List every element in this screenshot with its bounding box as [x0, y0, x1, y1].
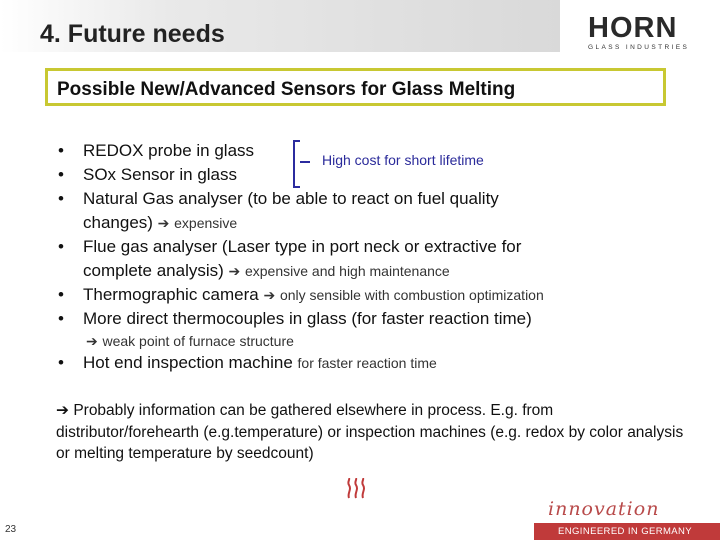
- bullet-sox: SOx Sensor in glass: [83, 165, 238, 184]
- bullet-dot: •: [58, 165, 64, 184]
- flame-icon: [346, 478, 370, 500]
- bracket-note: High cost for short lifetime: [322, 152, 484, 168]
- subtitle-box: [45, 68, 666, 106]
- bullet-dot: •: [58, 285, 64, 304]
- bullet-dot: •: [58, 353, 64, 372]
- subtitle: Possible New/Advanced Sensors for Glass Melting: [57, 79, 516, 100]
- bullet-flue-gas: Flue gas analyser (Laser type in port neck or extractive for: [83, 237, 522, 256]
- bullet-note: only sensible with combustion optimization: [279, 287, 544, 303]
- bullet-continuation: changes): [83, 213, 153, 232]
- bullet-thermocouples-note: [86, 330, 294, 352]
- bullet-gas-analyser-cont: [83, 212, 237, 234]
- bullet-thermographic: [83, 284, 544, 306]
- bracket-tick: [300, 161, 310, 163]
- bullet-note: expensive and high maintenance: [244, 263, 450, 279]
- bullet-dot: •: [58, 189, 64, 208]
- slide-title: 4. Future needs: [40, 20, 225, 48]
- bullet-dot: •: [58, 141, 64, 160]
- conclusion-text: Probably information can be gathered elsewhere in process. E.g. from distributor/forehearth (e.g.temperature) or inspection machines (e.g. redox by color analysis or melting temperature by seedcount): [56, 402, 684, 462]
- logo-wordmark: HORN: [588, 12, 678, 44]
- logo-subtext: GLASS INDUSTRIES: [588, 44, 690, 51]
- bullet-flue-gas-cont: [83, 260, 450, 282]
- page-number: 23: [5, 524, 17, 535]
- conclusion: [56, 400, 686, 465]
- bullet-text: Thermographic camera: [83, 285, 259, 304]
- bullet-text: Hot end inspection machine: [83, 353, 293, 372]
- slogan-script: innovation: [548, 498, 660, 520]
- bullet-dot: •: [58, 309, 64, 328]
- horn-logo: [588, 14, 692, 50]
- bullet-thermocouples: More direct thermocouples in glass (for faster reaction time): [83, 309, 532, 328]
- slogan-text: ENGINEERED IN GERMANY: [558, 526, 693, 537]
- bullet-note: expensive: [174, 215, 238, 231]
- bullet-continuation: complete analysis): [83, 261, 224, 280]
- bullet-hot-end: [83, 352, 437, 374]
- arrow-right-icon: ➔: [56, 402, 69, 419]
- bullet-dot: •: [58, 237, 64, 256]
- arrow-right-icon: ➔: [263, 287, 276, 303]
- arrow-right-icon: ➔: [86, 333, 98, 349]
- arrow-right-icon: ➔: [157, 215, 170, 231]
- bullet-note: weak point of furnace structure: [102, 333, 294, 349]
- bullet-gas-analyser: Natural Gas analyser (to be able to react on fuel quality: [83, 189, 499, 208]
- bullet-redox: REDOX probe in glass: [83, 141, 255, 160]
- bracket-icon: [293, 140, 300, 188]
- bullet-note: for faster reaction time: [297, 355, 437, 371]
- arrow-right-icon: ➔: [228, 263, 241, 279]
